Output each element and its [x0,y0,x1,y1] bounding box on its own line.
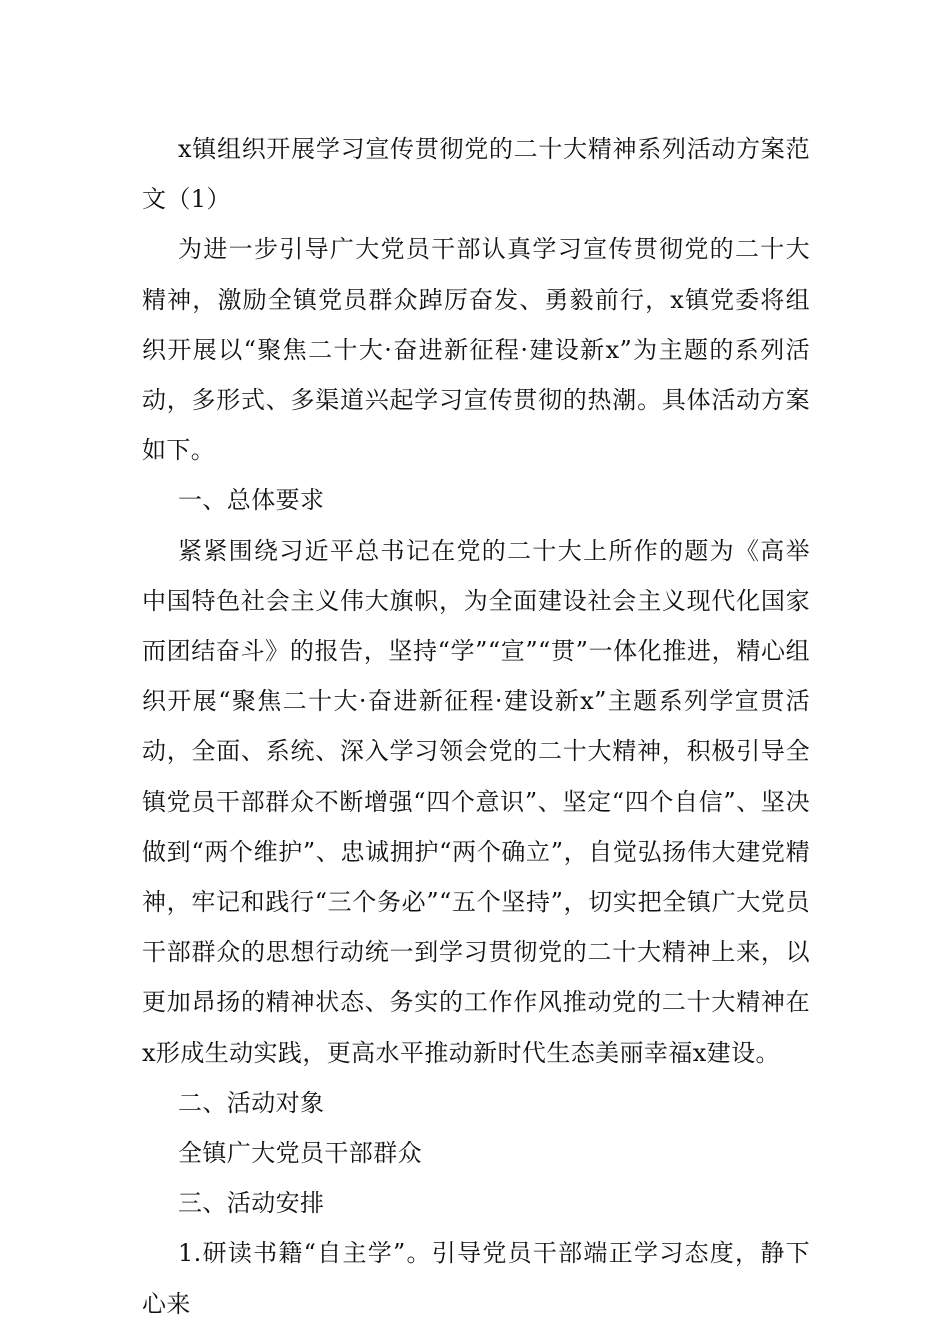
activity-targets-paragraph: 全镇广大党员干部群众 [178,1139,422,1168]
section-heading-activity-arrangements: 三、活动安排 [178,1189,325,1218]
general-requirements-paragraph: 紧紧围绕习近平总书记在党的二十大上所作的题为《高举中国特色社会主义伟大旗帜，为全面建设社会主义现代化国家而团结奋斗》的报告，坚持“学”“宣”“贯”一体化推进，精心组织开展“聚焦二十大·奋进新征程·建设新x”主题系列学宣贯活动，全面、系统、深入学习领会党的二十大精神，积极引导全镇党员干部群众不断增强“四个意识”、坚定“四个自信”、坚决做到“两个维护”、忠诚拥护“两个确立”，自觉弘扬伟大建党精神，牢记和践行“三个务必”“五个坚持”，切实把全镇广大党员干部群众的思想行动统一到学习贯彻党的二十大精神上来，以更加昂扬的精神状态、务实的工作作风推动党的二十大精神在x形成生动实践，更高水平推动新时代生态美丽幸福x建设。 [142,536,810,1067]
section-heading-activity-targets: 二、活动对象 [178,1088,325,1117]
arrangement-item-1: 1.研读书籍“自主学”。引导党员干部端正学习态度，静下心来 [142,1239,810,1318]
document-title: x镇组织开展学习宣传贯彻党的二十大精神系列活动方案范文（1） [142,135,810,214]
intro-paragraph: 为进一步引导广大党员干部认真学习宣传贯彻党的二十大精神，激励全镇党员群众踔厉奋发、勇毅前行，x镇党委将组织开展以“聚焦二十大·奋进新征程·建设新x”为主题的系列活动，多形式、多渠道兴起学习宣传贯彻的热潮。具体活动方案如下。 [142,235,810,465]
document-body [142,124,810,1329]
section-heading-general-requirements: 一、总体要求 [178,486,325,515]
